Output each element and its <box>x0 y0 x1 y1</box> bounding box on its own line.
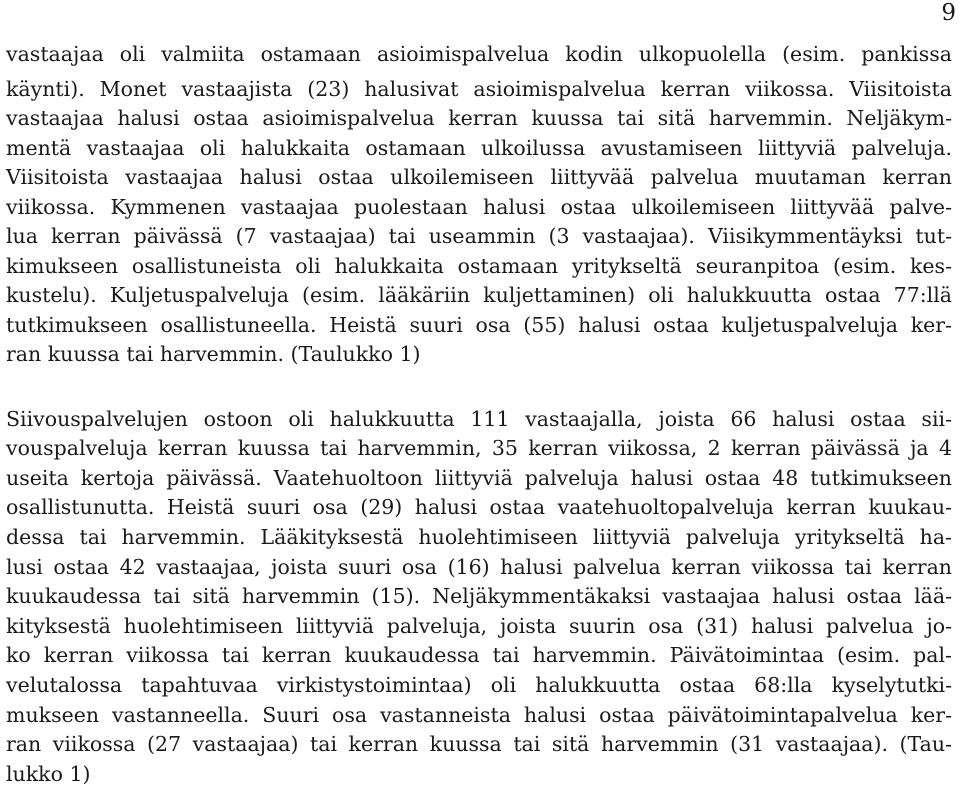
paragraph-line: ran kuussa tai harvemmin. (Taulukko 1) <box>6 342 421 366</box>
paragraph-line: vastaajaa oli valmiita ostamaan asioimispalvelua kodin ulkopuolella (esim. pankissa <box>6 42 952 66</box>
paragraph-line: tutkimukseen osallistuneella. Heistä suuri osa (55) halusi ostaa kuljetuspalveluja ker- <box>6 313 952 337</box>
paragraph-line: kimukseen osallistuneista oli halukkaita ostamaan yritykseltä seuranpitoa (esim. kes- <box>6 254 952 278</box>
paragraph-line: lukko 1) <box>6 762 91 786</box>
paragraph-line: viikossa. Kymmenen vastaajaa puolestaan halusi ostaa ulkoilemiseen liittyvää palve- <box>6 195 952 219</box>
paragraph-line: kustelu). Kuljetuspalveluja (esim. lääkäriin kuljettaminen) oli halukkuutta ostaa 77:llä <box>6 283 952 307</box>
page-number: 9 <box>941 0 956 26</box>
paragraph-line: lua kerran päivässä (7 vastaajaa) tai useammin (3 vastaajaa). Viisikymmentäyksi tut- <box>6 224 952 248</box>
paragraph-line: useita kertoja päivässä. Vaatehuoltoon liittyviä palveluja halusi ostaa 48 tutkimukseen <box>6 466 952 490</box>
paragraph-line: kuukaudessa tai sitä harvemmin (15). Neljäkymmentäkaksi vastaajaa halusi ostaa lää- <box>6 584 952 608</box>
paragraph-line: vouspalveluja kerran kuussa tai harvemmin, 35 kerran viikossa, 2 kerran päivässä ja 4 <box>6 436 952 460</box>
paragraph-line: kityksestä huolehtimiseen liittyviä palveluja, joista suurin osa (31) halusi palvelua jo- <box>6 614 952 638</box>
paragraph-line: Siivouspalvelujen ostoon oli halukkuutta 111 vastaajalla, joista 66 halusi ostaa sii- <box>6 407 952 431</box>
paragraph-line: dessa tai harvemmin. Lääkityksestä huolehtimiseen liittyviä palveluja yritykseltä ha- <box>6 525 952 549</box>
paragraph-line: Viisitoista vastaajaa halusi ostaa ulkoilemiseen liittyvää palvelua muutaman kerran <box>6 165 952 189</box>
paragraph-line: mentä vastaajaa oli halukkaita ostamaan ulkoilussa avustamiseen liittyviä palveluja. <box>6 136 952 160</box>
paragraph-line: vastaajaa halusi ostaa asioimispalvelua kerran kuussa tai sitä harvemmin. Neljäkym- <box>6 106 952 130</box>
paragraph-line: ran viikossa (27 vastaajaa) tai kerran kuussa tai sitä harvemmin (31 vastaajaa). (Tau- <box>6 732 952 756</box>
paragraph-line: mukseen vastanneella. Suuri osa vastanneista halusi ostaa päivätoimintapalvelua ker- <box>6 703 952 727</box>
paragraph-line: velutalossa tapahtuvaa virkistystoimintaa) oli halukkuutta ostaa 68:lla kyselytutki- <box>6 673 952 697</box>
paragraph-line: ko kerran viikossa tai kerran kuukaudessa tai harvemmin. Päivätoimintaa (esim. pal- <box>6 643 952 667</box>
paragraph-line: osallistunutta. Heistä suuri osa (29) halusi ostaa vaatehuoltopalveluja kerran kuukau- <box>6 495 952 519</box>
paragraph-line: lusi ostaa 42 vastaajaa, joista suuri osa (16) halusi palvelua kerran viikossa tai kerran <box>6 555 952 579</box>
paragraph-line: käynti). Monet vastaajista (23) halusivat asioimispalvelua kerran viikossa. Viisitoista <box>6 77 952 101</box>
